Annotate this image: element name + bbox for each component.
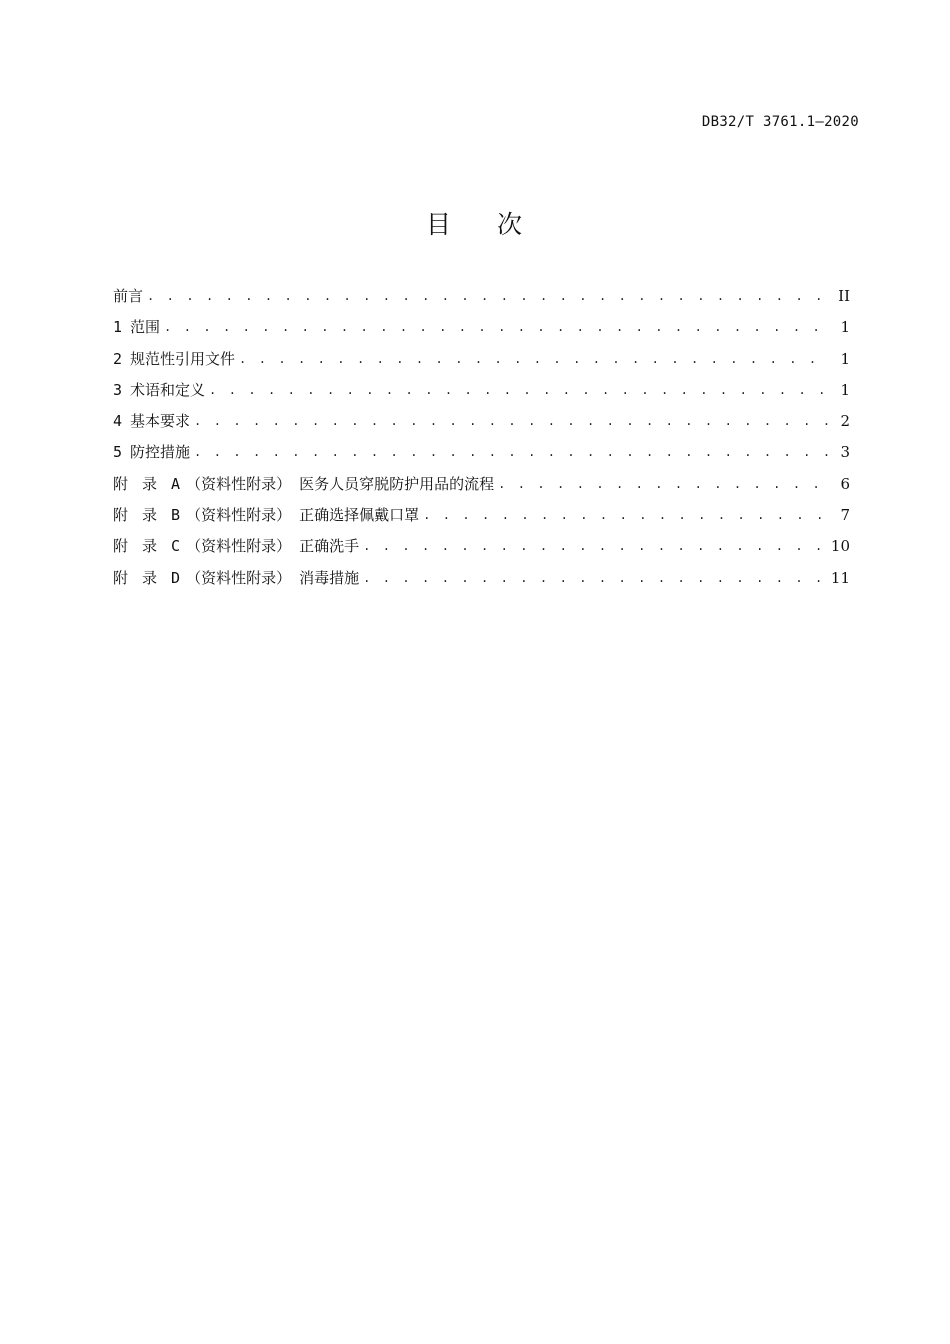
toc-title (0, 205, 950, 241)
toc-entry-annex-d[interactable] (113, 567, 850, 598)
toc-entry-annex-c[interactable] (113, 535, 850, 566)
toc-entry-annex-b[interactable] (113, 504, 850, 535)
toc-entry-label: 3 术语和定义 (113, 380, 206, 399)
toc-leader-dots (209, 384, 828, 396)
toc-leader-dots (164, 321, 828, 333)
toc-entry-label: 附 录 A （资料性附录） 医务人员穿脱防护用品的流程 (113, 474, 495, 493)
document-code: DB32/T 3761.1—2020 (701, 114, 859, 130)
toc-page-number: 1 (840, 349, 850, 368)
toc-title-char-2: 次 (497, 210, 525, 239)
toc-entry-foreword[interactable] (113, 285, 850, 316)
toc-entry-label: 2 规范性引用文件 (113, 349, 236, 368)
toc-page-number: 2 (840, 412, 850, 431)
toc-page-number: 6 (840, 474, 850, 493)
toc-entry-label: 附 录 B （资料性附录） 正确选择佩戴口罩 (113, 506, 420, 525)
toc-entry-label: 1 范围 (113, 318, 161, 337)
toc-page-number: 1 (840, 380, 850, 399)
toc-page-number: 10 (830, 537, 850, 556)
toc-page-number: 7 (840, 506, 850, 525)
toc-leader-dots (147, 290, 828, 302)
toc-leader-dots (239, 353, 828, 365)
toc-leader-dots (498, 478, 828, 490)
toc-entry-label: 附 录 C （资料性附录） 正确洗手 (113, 537, 360, 556)
toc-entry-label: 4 基本要求 (113, 412, 191, 431)
toc-leader-dots (423, 509, 828, 521)
table-of-contents (113, 285, 850, 598)
toc-entry-terms-definitions[interactable] (113, 379, 850, 410)
toc-entry-annex-a[interactable] (113, 473, 850, 504)
toc-page-number: 11 (830, 568, 850, 587)
toc-page-number: 3 (840, 443, 850, 462)
toc-leader-dots (194, 446, 828, 458)
toc-entry-scope[interactable] (113, 316, 850, 347)
toc-entry-label: 附 录 D （资料性附录） 消毒措施 (113, 568, 360, 587)
toc-entry-label: 前言 (113, 287, 144, 305)
toc-entry-label: 5 防控措施 (113, 443, 191, 462)
toc-page-number: II (838, 287, 850, 305)
toc-page-number: 1 (840, 318, 850, 337)
toc-leader-dots (363, 572, 827, 584)
toc-leader-dots (194, 415, 828, 427)
toc-leader-dots (363, 540, 827, 552)
toc-title-char-1: 目 (425, 210, 453, 239)
toc-entry-basic-requirements[interactable] (113, 410, 850, 441)
toc-entry-prevention-measures[interactable] (113, 441, 850, 472)
toc-entry-normative-references[interactable] (113, 348, 850, 379)
